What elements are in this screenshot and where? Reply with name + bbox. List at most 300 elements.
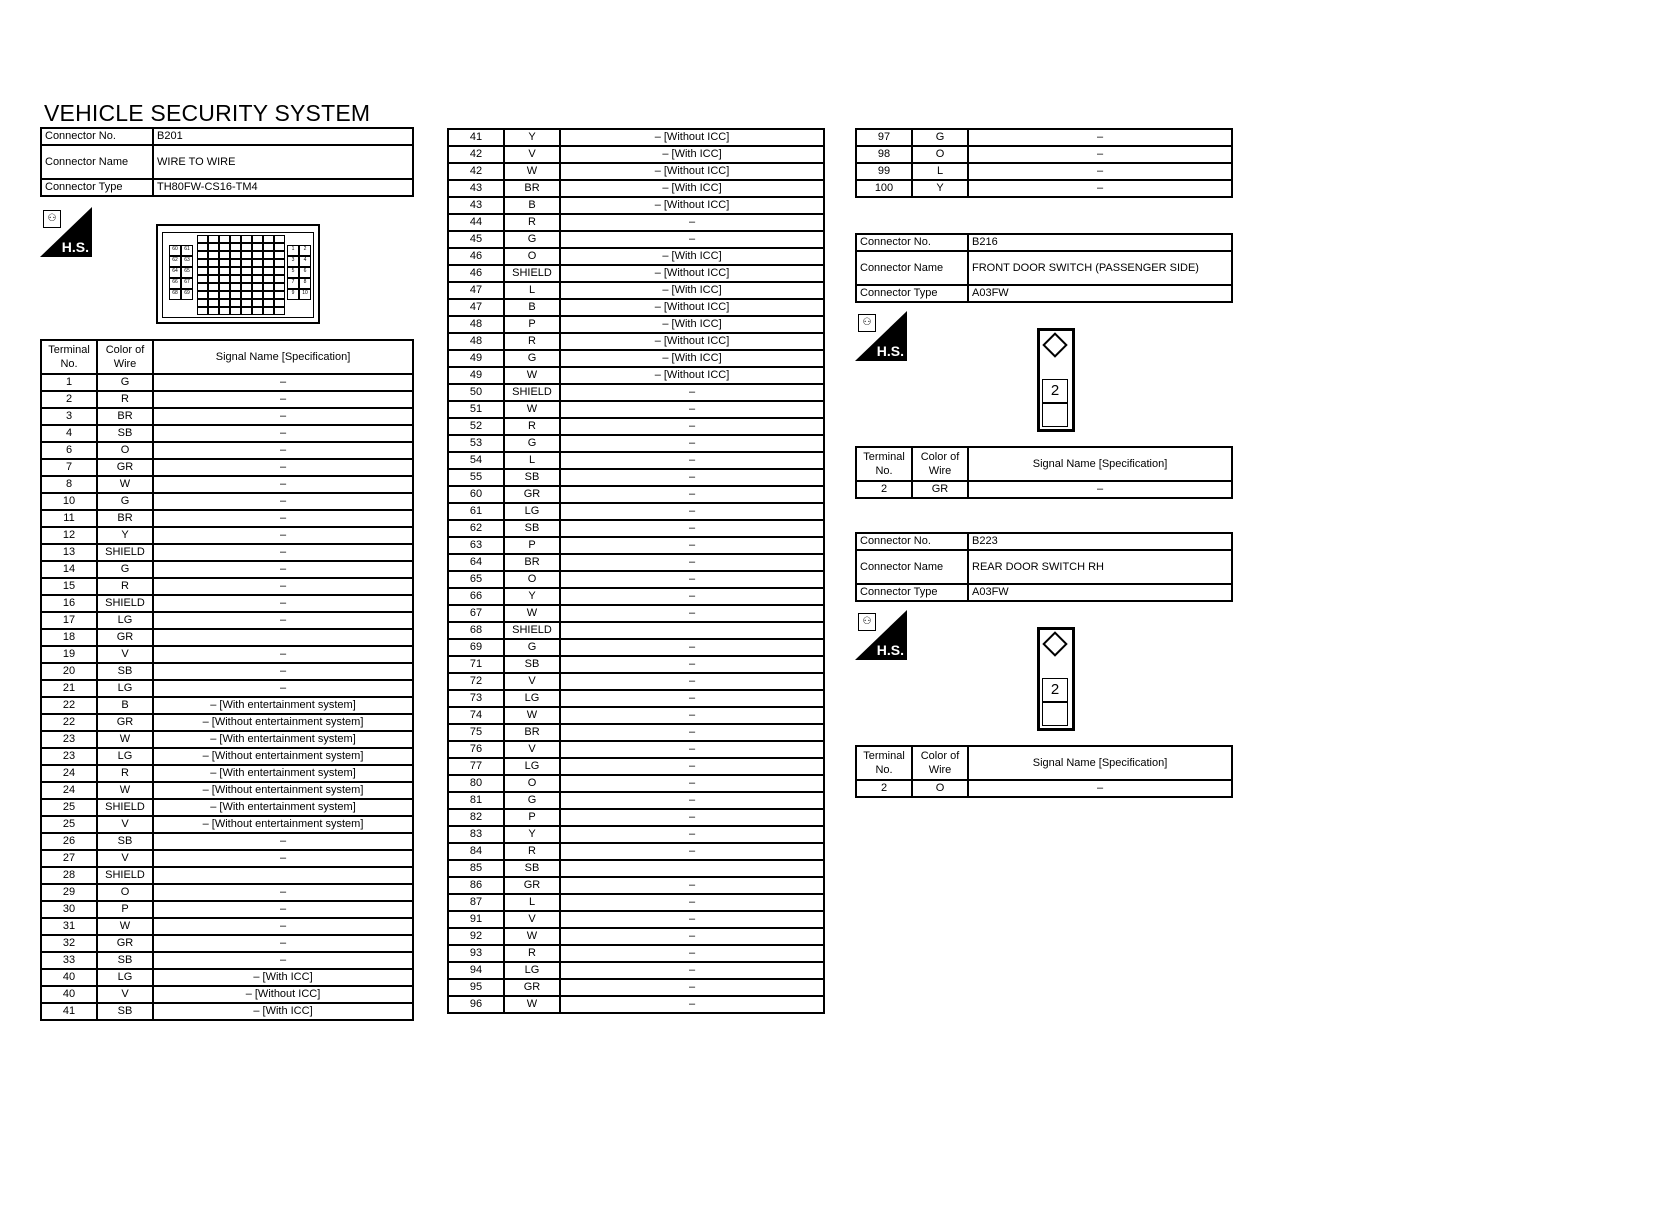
table-row — [448, 843, 824, 860]
b201-info-table — [40, 127, 414, 197]
signal-cell: – [With ICC] — [560, 180, 824, 197]
signal-cell: – — [968, 129, 1232, 146]
terminal-cell: 52 — [448, 418, 504, 435]
connector-cavity: 63 — [181, 256, 193, 267]
terminal-cell: 67 — [448, 605, 504, 622]
signal-cell: – — [560, 962, 824, 979]
signal-cell: – [Without ICC] — [560, 299, 824, 316]
terminal-cell: 43 — [448, 197, 504, 214]
table-row — [448, 860, 824, 877]
info-row — [41, 179, 413, 196]
info-key: Connector No. — [41, 128, 153, 145]
connector-cavity — [263, 267, 274, 275]
connector-cavity — [274, 291, 285, 299]
table-row — [41, 748, 413, 765]
connector-cavity — [263, 275, 274, 283]
wire-color-cell: O — [97, 442, 153, 459]
connector-cavity — [219, 283, 230, 291]
connector-cavity — [208, 283, 219, 291]
wire-color-cell: SHIELD — [504, 265, 560, 282]
signal-cell: – — [560, 605, 824, 622]
terminal-cell: 13 — [41, 544, 97, 561]
table-row — [41, 765, 413, 782]
info-key: Connector No. — [856, 533, 968, 550]
signal-cell: – — [560, 503, 824, 520]
terminal-cell: 51 — [448, 401, 504, 418]
connector-cavity — [263, 243, 274, 251]
signal-cell: – — [153, 476, 413, 493]
signal-cell: – [With entertainment system] — [153, 731, 413, 748]
signal-cell: – [With ICC] — [153, 1003, 413, 1020]
table-row — [41, 391, 413, 408]
terminal-cell: 22 — [41, 697, 97, 714]
table-row — [448, 945, 824, 962]
connector-cavity — [252, 307, 263, 315]
wire-color-cell: GR — [504, 979, 560, 996]
table-row — [448, 656, 824, 673]
terminal-cell: 74 — [448, 707, 504, 724]
terminal-cell: 30 — [41, 901, 97, 918]
connector-cavity — [230, 251, 241, 259]
signal-cell: – — [153, 527, 413, 544]
wire-color-cell: W — [97, 782, 153, 799]
table-row — [41, 612, 413, 629]
signal-cell: – — [153, 374, 413, 391]
info-key: Connector Type — [41, 179, 153, 196]
connector-cavity — [274, 259, 285, 267]
wire-color-cell: Y — [912, 180, 968, 197]
table-row — [448, 265, 824, 282]
connector-cavity — [252, 251, 263, 259]
connector-cavity — [263, 307, 274, 315]
terminal-cell: 54 — [448, 452, 504, 469]
wire-color-cell: G — [504, 792, 560, 809]
terminal-cell: 73 — [448, 690, 504, 707]
connector-cavity — [263, 283, 274, 291]
wire-color-cell: Y — [504, 588, 560, 605]
wire-color-cell: L — [504, 452, 560, 469]
signal-cell: – — [560, 792, 824, 809]
wire-color-cell: G — [504, 435, 560, 452]
table-row — [448, 384, 824, 401]
terminal-cell: 47 — [448, 282, 504, 299]
signal-cell: – — [153, 442, 413, 459]
terminal-cell: 93 — [448, 945, 504, 962]
signal-cell: – — [968, 481, 1232, 498]
b201-pin-table-2 — [447, 128, 825, 1014]
table-row — [448, 792, 824, 809]
wire-color-cell: LG — [504, 503, 560, 520]
table-row — [448, 231, 824, 248]
terminal-cell: 46 — [448, 265, 504, 282]
terminal-cell: 18 — [41, 629, 97, 646]
table-row — [448, 316, 824, 333]
signal-cell: – [Without ICC] — [560, 333, 824, 350]
wire-color-cell: W — [504, 605, 560, 622]
connector-cavity — [230, 275, 241, 283]
table-row — [448, 129, 824, 146]
signal-cell: – — [153, 680, 413, 697]
connector-cavity: 68 — [169, 289, 181, 300]
signal-cell: – [Without ICC] — [560, 265, 824, 282]
connector-cavity — [230, 267, 241, 275]
terminal-cell: 92 — [448, 928, 504, 945]
signal-cell: – — [968, 146, 1232, 163]
signal-cell: – — [153, 833, 413, 850]
connector-cavity — [197, 259, 208, 267]
connector-cavity — [208, 307, 219, 315]
connector-cavity — [263, 259, 274, 267]
wire-color-cell: Y — [504, 129, 560, 146]
terminal-cell: 20 — [41, 663, 97, 680]
harness-side-icon: ⚇ H.S. — [855, 311, 907, 361]
table-row — [448, 877, 824, 894]
terminal-cell: 28 — [41, 867, 97, 884]
connector-cavity — [219, 275, 230, 283]
table-row — [448, 299, 824, 316]
terminal-cell: 10 — [41, 493, 97, 510]
connector-cavity: 4 — [299, 256, 311, 267]
terminal-cell: 60 — [448, 486, 504, 503]
terminal-cell: 7 — [41, 459, 97, 476]
table-row — [41, 884, 413, 901]
signal-cell: – — [560, 469, 824, 486]
terminal-cell: 77 — [448, 758, 504, 775]
connector-cavity: 65 — [181, 267, 193, 278]
terminal-cell: 42 — [448, 163, 504, 180]
table-row — [41, 595, 413, 612]
terminal-cell: 83 — [448, 826, 504, 843]
table-row — [41, 799, 413, 816]
signal-cell: – — [560, 843, 824, 860]
connector-cavity — [252, 299, 263, 307]
wire-color-cell: L — [504, 282, 560, 299]
table-row — [448, 673, 824, 690]
connector-cavity — [230, 299, 241, 307]
wire-color-cell: O — [912, 780, 968, 797]
connector-cavity — [263, 299, 274, 307]
signal-cell: – — [968, 780, 1232, 797]
terminal-cell: 2 — [41, 391, 97, 408]
terminal-cell: 64 — [448, 554, 504, 571]
connector-cavity: 2 — [299, 245, 311, 256]
wire-color-cell: W — [504, 996, 560, 1013]
signal-cell: – — [560, 826, 824, 843]
terminal-cell: 22 — [41, 714, 97, 731]
table-row — [448, 775, 824, 792]
connector-cavity — [219, 267, 230, 275]
terminal-cell: 47 — [448, 299, 504, 316]
wire-color-cell: V — [504, 911, 560, 928]
connector-cavity: 61 — [181, 245, 193, 256]
connector-cavity — [230, 243, 241, 251]
info-key: Connector Type — [856, 584, 968, 601]
terminal-cell: 24 — [41, 782, 97, 799]
connector-cavity — [208, 259, 219, 267]
connector-cavity: 64 — [169, 267, 181, 278]
wire-color-cell: P — [97, 901, 153, 918]
table-row — [856, 481, 1232, 498]
b216-info-table — [855, 233, 1233, 303]
table-row — [41, 714, 413, 731]
wire-color-cell: R — [504, 945, 560, 962]
terminal-cell: 41 — [448, 129, 504, 146]
signal-cell: – [Without ICC] — [560, 129, 824, 146]
terminal-cell: 15 — [41, 578, 97, 595]
signal-cell: – — [560, 520, 824, 537]
terminal-cell: 42 — [448, 146, 504, 163]
signal-cell: – [Without entertainment system] — [153, 714, 413, 731]
connector-cavity: 5 — [287, 267, 299, 278]
table-row — [448, 282, 824, 299]
connector-cavity — [241, 299, 252, 307]
terminal-cell: 49 — [448, 350, 504, 367]
wire-color-cell: R — [504, 843, 560, 860]
terminal-cell: 95 — [448, 979, 504, 996]
table-row — [41, 816, 413, 833]
wire-color-cell: W — [504, 401, 560, 418]
signal-cell: – [Without ICC] — [560, 367, 824, 384]
table-row — [448, 911, 824, 928]
terminal-cell: 50 — [448, 384, 504, 401]
table-row — [41, 867, 413, 884]
signal-cell: – — [560, 945, 824, 962]
wire-color-cell: G — [504, 639, 560, 656]
table-row — [448, 146, 824, 163]
table-row — [41, 935, 413, 952]
terminal-cell: 94 — [448, 962, 504, 979]
table-row — [448, 707, 824, 724]
table-row — [448, 809, 824, 826]
terminal-cell: 86 — [448, 877, 504, 894]
page-title: VEHICLE SECURITY SYSTEM — [44, 100, 371, 126]
terminal-cell: 100 — [856, 180, 912, 197]
connector-cavity — [274, 235, 285, 243]
signal-cell: – [With ICC] — [560, 282, 824, 299]
connector-cavity — [263, 251, 274, 259]
wire-color-cell: SB — [97, 663, 153, 680]
wire-color-cell: W — [504, 367, 560, 384]
connector-cavity — [197, 243, 208, 251]
table-row — [448, 197, 824, 214]
terminal-cell: 85 — [448, 860, 504, 877]
info-key: Connector Name — [856, 550, 968, 584]
signal-cell: – — [560, 877, 824, 894]
connector-cavity — [274, 267, 285, 275]
connector-cavity — [219, 235, 230, 243]
info-row — [41, 128, 413, 145]
table-row — [448, 639, 824, 656]
terminal-cell: 46 — [448, 248, 504, 265]
signal-cell: – — [560, 979, 824, 996]
wire-color-cell: GR — [97, 459, 153, 476]
terminal-cell: 1 — [41, 374, 97, 391]
terminal-cell: 19 — [41, 646, 97, 663]
signal-cell: – — [560, 690, 824, 707]
table-row — [41, 425, 413, 442]
wire-color-cell: GR — [504, 486, 560, 503]
connector-cavity — [219, 243, 230, 251]
wire-color-cell: BR — [504, 554, 560, 571]
wire-color-cell: W — [504, 928, 560, 945]
table-row — [41, 1003, 413, 1020]
connector-cavity — [252, 291, 263, 299]
connector-cavity — [252, 275, 263, 283]
table-row — [448, 520, 824, 537]
terminal-cell: 2 — [856, 481, 912, 498]
wire-color-cell: R — [97, 391, 153, 408]
connector-cavity — [230, 283, 241, 291]
connector-cavity — [241, 251, 252, 259]
table-row — [41, 969, 413, 986]
terminal-cell: 44 — [448, 214, 504, 231]
signal-cell: – [With entertainment system] — [153, 799, 413, 816]
signal-cell: – — [560, 741, 824, 758]
terminal-cell: 49 — [448, 367, 504, 384]
table-row — [448, 962, 824, 979]
signal-cell: – [Without entertainment system] — [153, 748, 413, 765]
signal-cell: – [With ICC] — [560, 350, 824, 367]
signal-cell: – — [153, 884, 413, 901]
connector-cavity — [219, 291, 230, 299]
info-value: B201 — [153, 128, 413, 145]
terminal-cell: 97 — [856, 129, 912, 146]
table-row — [448, 979, 824, 996]
terminal-cell: 76 — [448, 741, 504, 758]
connector-cavity — [241, 267, 252, 275]
harness-side-icon: ⚇ H.S. — [855, 610, 907, 660]
table-row — [41, 833, 413, 850]
connector-cavity — [241, 283, 252, 291]
signal-cell: – [Without ICC] — [560, 197, 824, 214]
terminal-cell: 14 — [41, 561, 97, 578]
table-row — [41, 459, 413, 476]
wire-color-cell: Y — [504, 826, 560, 843]
table-row — [41, 850, 413, 867]
table-row — [448, 214, 824, 231]
table-row — [448, 486, 824, 503]
wire-color-cell: P — [504, 809, 560, 826]
b223-pin-table: Terminal No. Color of Wire Signal Name [Specification] 2 O – — [855, 745, 1233, 798]
wire-color-cell: LG — [504, 690, 560, 707]
connector-cavity: 62 — [169, 256, 181, 267]
signal-cell: – — [560, 911, 824, 928]
table-row — [448, 469, 824, 486]
signal-cell: – — [153, 935, 413, 952]
signal-cell: – — [560, 435, 824, 452]
wire-color-cell: V — [504, 673, 560, 690]
wire-color-cell: R — [504, 333, 560, 350]
signal-cell: – — [153, 493, 413, 510]
table-row — [448, 554, 824, 571]
connector-cavity — [274, 243, 285, 251]
signal-cell: – [Without entertainment system] — [153, 782, 413, 799]
wire-color-cell: V — [97, 816, 153, 833]
wire-color-cell: SB — [504, 656, 560, 673]
info-value: WIRE TO WIRE — [153, 145, 413, 179]
connector-cavity: 8 — [299, 278, 311, 289]
wire-color-cell: BR — [97, 510, 153, 527]
connector-cavity — [219, 307, 230, 315]
wire-color-cell: P — [504, 316, 560, 333]
table-row — [41, 493, 413, 510]
signal-cell: – — [560, 996, 824, 1013]
signal-cell: – — [153, 918, 413, 935]
terminal-cell: 41 — [41, 1003, 97, 1020]
b223-info-table — [855, 532, 1233, 602]
terminal-header: Terminal No. — [41, 340, 97, 374]
terminal-cell: 72 — [448, 673, 504, 690]
connector-cavity — [230, 307, 241, 315]
table-row — [448, 163, 824, 180]
connector-cavity — [241, 235, 252, 243]
signal-cell: – — [153, 663, 413, 680]
info-row — [856, 533, 1232, 550]
signal-cell: – — [153, 510, 413, 527]
wire-color-cell: LG — [97, 612, 153, 629]
info-value: A03FW — [968, 285, 1232, 302]
wire-color-cell: O — [504, 775, 560, 792]
signal-cell: – [With entertainment system] — [153, 697, 413, 714]
terminal-cell: 40 — [41, 986, 97, 1003]
connector-cavity: 69 — [181, 289, 193, 300]
signal-cell: – [With ICC] — [560, 248, 824, 265]
wire-color-cell: LG — [97, 680, 153, 697]
terminal-cell: 4 — [41, 425, 97, 442]
connector-cavity — [197, 235, 208, 243]
table-row — [448, 248, 824, 265]
connector-cavity — [230, 235, 241, 243]
signal-cell: – — [560, 809, 824, 826]
table-row — [41, 544, 413, 561]
wire-color-cell: V — [97, 646, 153, 663]
signal-cell: – — [153, 850, 413, 867]
connector-cavity — [197, 299, 208, 307]
wire-color-cell: B — [504, 197, 560, 214]
wire-color-cell: LG — [504, 962, 560, 979]
table-row — [856, 163, 1232, 180]
signal-cell: – [With entertainment system] — [153, 765, 413, 782]
info-key: Connector Type — [856, 285, 968, 302]
connector-cavity — [208, 267, 219, 275]
wire-color-cell: G — [504, 231, 560, 248]
connector-cavity — [252, 267, 263, 275]
wire-color-cell: B — [97, 697, 153, 714]
connector-cavity — [274, 283, 285, 291]
connector-cavity: 6 — [299, 267, 311, 278]
signal-cell: – — [560, 639, 824, 656]
info-row — [856, 285, 1232, 302]
info-value: B216 — [968, 234, 1232, 251]
table-row — [448, 350, 824, 367]
connector-cavity — [208, 299, 219, 307]
table-row — [41, 527, 413, 544]
signal-cell: – [Without ICC] — [560, 163, 824, 180]
table-row — [41, 697, 413, 714]
wire-color-cell: BR — [504, 724, 560, 741]
connector-cavity — [241, 259, 252, 267]
terminal-cell: 25 — [41, 799, 97, 816]
connector-cavity: 67 — [181, 278, 193, 289]
wire-color-cell: R — [504, 418, 560, 435]
wire-color-cell: SB — [97, 952, 153, 969]
wire-color-cell: O — [97, 884, 153, 901]
signal-cell: – — [153, 612, 413, 629]
wire-color-cell: SB — [97, 425, 153, 442]
signal-cell: – — [560, 724, 824, 741]
wire-color-cell: SHIELD — [504, 622, 560, 639]
info-key: Connector Name — [41, 145, 153, 179]
